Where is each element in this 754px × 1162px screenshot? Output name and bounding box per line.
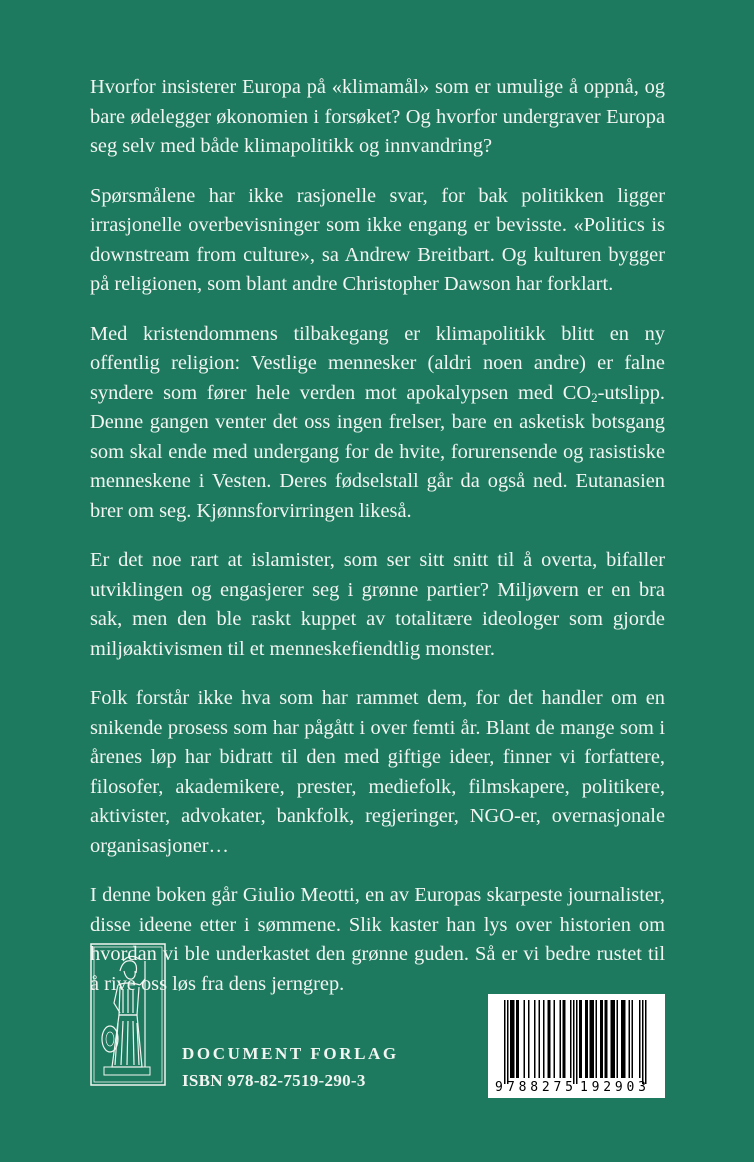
barcode-bar <box>510 1000 512 1078</box>
barcode-bar <box>585 1000 587 1078</box>
barcode-bar <box>581 1000 583 1078</box>
barcode-bar <box>548 1000 550 1078</box>
barcode-bar <box>606 1000 608 1078</box>
barcode-bar <box>602 1000 604 1078</box>
barcode-bar <box>516 1000 518 1078</box>
isbn-text: ISBN 978-82-7519-290-3 <box>182 1071 366 1090</box>
barcode-bars <box>504 1000 647 1084</box>
isbn-barcode <box>488 994 665 1098</box>
barcode-bar <box>642 1000 644 1084</box>
body-paragraph: Hvorfor insisterer Europa på «klimamål» som er umulige å oppnå, og bare ødelegger økonomien i forsøket? Og hvorfor undergraver Europa seg selv med både klimapolitikk og innvandring? <box>90 76 665 157</box>
barcode-bar <box>512 1000 514 1078</box>
barcode-bar <box>563 1000 565 1078</box>
athena-statue-icon <box>90 943 166 1086</box>
body-paragraph: Spørsmålene har ikke rasjonelle svar, for bak politikken ligger irrasjonelle overbevisninger som ikke engang er bevisste. «Politics is downstream from culture», sa Andrew Breitbart. Og kulturen bygger på religionen, som blant andre Christopher Dawson har forklart. <box>90 184 665 295</box>
barcode-bar <box>504 1000 506 1084</box>
barcode-bar <box>593 1000 595 1078</box>
barcode-bar <box>623 1000 625 1078</box>
barcode-bar <box>611 1000 613 1078</box>
barcode-bar <box>579 1000 581 1078</box>
body-paragraph: Folk forstår ikke hva som har rammet dem, for det handler om en snikende prosess som har pågått i over femti år. Blant de mange som i årenes løp har bidratt til den med giftige ideer, finner vi forfattere, filosofer, akademikere, prester, mediefolk, filmskapere, politikere, aktivister, advokater, bankfolk, regjeringer, NGO-er, overnasjonale organisasjoner… <box>90 687 665 857</box>
body-paragraph: Med kristendommens tilbakegang er klimapolitikk blitt en ny offentlig religion: Vestlige mennesker (aldri noen andre) er falne syndere som fører hele verden mot apokalypsen med $CO_2$-utslipp. Denne gangen venter det oss ingen frelser, bare en asketisk botsgang som skal ende med undergang for de hvite, forurensende og rasistiske menneskene i Vesten. Deres fødselstall går da også ned. Eutanasien brer om seg. Kjønnsforvirringen likeså. <box>90 322 665 522</box>
barcode-bar <box>632 1000 634 1078</box>
barcode-right-digits: 192903 <box>580 1080 646 1095</box>
barcode-bar <box>596 1000 598 1078</box>
barcode-bar <box>587 1000 589 1078</box>
publisher-name: DOCUMENT FORLAG <box>182 1044 399 1063</box>
body-paragraph: Er det noe rart at islamister, som ser sitt snitt til å overta, bifaller utviklingen og engasjerer seg i grønne partier? Miljøvern er en bra sak, men den ble raskt kuppet av totalitære ideologer som gjorde miljøaktivismen til et menneskefiendtlig monster. <box>90 549 665 660</box>
barcode-bar <box>549 1000 551 1078</box>
barcode-bar <box>576 1000 578 1084</box>
barcode-bar <box>528 1000 530 1078</box>
barcode-bar <box>539 1000 541 1078</box>
barcode-bar <box>507 1000 509 1084</box>
barcode-bar <box>605 1000 607 1078</box>
barcode-bar <box>564 1000 566 1078</box>
barcode-left-digits: 788275 <box>507 1080 573 1095</box>
barcode-bar <box>554 1000 556 1078</box>
barcode-bar <box>645 1000 647 1084</box>
barcode-bar <box>524 1000 526 1078</box>
barcode-bar <box>639 1000 641 1078</box>
barcode-bar <box>600 1000 602 1078</box>
barcode-bar <box>513 1000 515 1078</box>
barcode-lead-digit: 9 <box>495 1080 503 1095</box>
barcode-bar <box>518 1000 520 1078</box>
barcode-bar <box>614 1000 616 1078</box>
barcode-bar <box>621 1000 623 1078</box>
barcode-bar <box>591 1000 593 1078</box>
barcode-bar <box>612 1000 614 1078</box>
barcode-bar <box>570 1000 572 1078</box>
back-cover-text <box>90 73 665 999</box>
barcode-bar <box>590 1000 592 1078</box>
barcode-bar <box>617 1000 619 1078</box>
barcode-bar <box>560 1000 562 1078</box>
barcode-bar <box>543 1000 545 1078</box>
barcode-bar <box>624 1000 626 1078</box>
body-paragraph: I denne boken går Giulio Meotti, en av Europas skarpeste journalister, disse ideene etter i sømmene. Slik kaster han lys over historien om hvordan vi ble underkastet den grønne guden. Så er vi bedre rustet til å rive oss løs fra dens jerngrep. <box>90 884 665 995</box>
barcode-bar <box>629 1000 631 1078</box>
barcode-bar <box>534 1000 536 1078</box>
barcode-bar <box>573 1000 575 1084</box>
